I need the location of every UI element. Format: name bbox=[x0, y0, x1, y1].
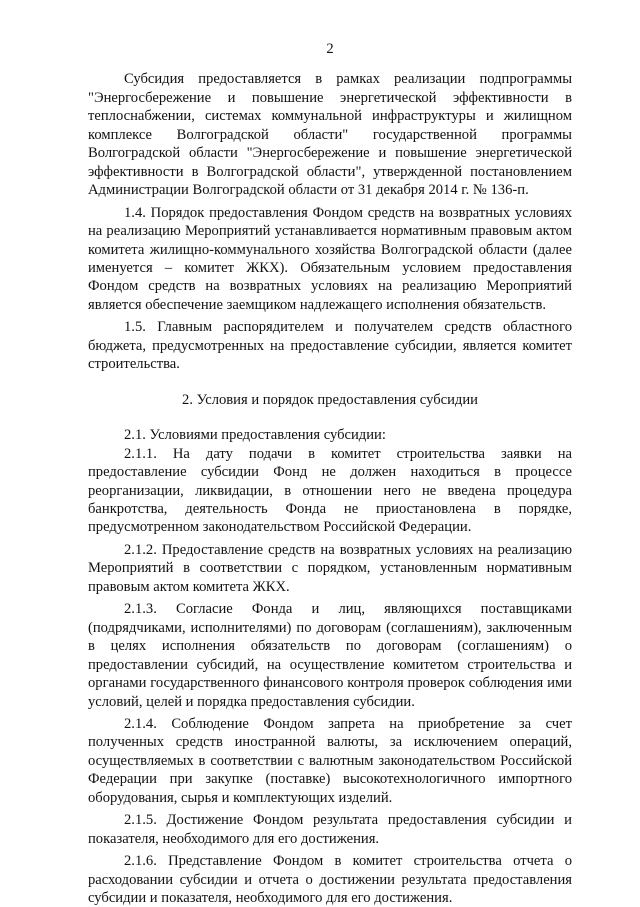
paragraph-2-1-1: 2.1.1. На дату подачи в комитет строительства заявки на предоставление субсидии Фонд не должен находиться в процессе реорганизации, ликвидации, в отношении него не введена процедура банкротства, деятельность Фонда не приостановлена в порядке, предусмотренном законодательством Российской Федерации. bbox=[88, 445, 572, 536]
section-heading: 2. Условия и порядок предоставления субсидии bbox=[182, 391, 478, 408]
page-number: 2 bbox=[326, 41, 334, 57]
paragraph-2-1-3: 2.1.3. Согласие Фонда и лиц, являющихся поставщиками (подрядчиками, исполнителями) по договорам (соглашениям), заключенным в целях исполнения обязательств по договорам (соглашениям) о предоставлении субсидий, на осуществление комитетом строительства и органами государственного финансового контроля проверок соблюдения ими условий, целей и порядка предоставления субсидии. bbox=[88, 601, 572, 710]
paragraph-2-1-4: 2.1.4. Соблюдение Фондом запрета на приобретение за счет полученных средств иностранной валюты, за исключением операций, осуществляемых в соответствии с валютным законодательством Российской Федерации при закупке (поставке) высокотехнологичного импортного оборудования, сырья и комплектующих изделий. bbox=[88, 715, 572, 806]
paragraph-2-1-6: 2.1.6. Представление Фондом в комитет строительства отчета о расходовании субсидии и отчета о достижении результата предоставления субсидии и показателя, необходимого для его достижения. bbox=[88, 853, 572, 907]
paragraph-2-1-2: 2.1.2. Предоставление средств на возвратных условиях на реализацию Мероприятий в соответствии с порядком, установленным нормативным правовым актом комитета ЖКХ. bbox=[88, 541, 572, 595]
paragraph-2-1: 2.1. Условиями предоставления субсидии: bbox=[124, 427, 386, 444]
paragraph-2-1-5: 2.1.5. Достижение Фондом результата предоставления субсидии и показателя, необходимого для его достижения. bbox=[88, 812, 572, 847]
document-page bbox=[88, 40, 572, 907]
paragraph-1-5: 1.5. Главным распорядителем и получателем средств областного бюджета, предусмотренных на предоставление субсидии, является комитет строительства. bbox=[88, 319, 572, 373]
paragraph-subprogram: Субсидия предоставляется в рамках реализации подпрограммы "Энергосбережение и повышение энергетической эффективности в теплоснабжении, системах коммунальной инфраструктуры и жилищном комплексе Волгоградской области" государственной программы Волгоградской области "Энергосбережение и повышение энергетической эффективности в Волгоградской области", утвержденной постановлением Администрации Волгоградской области от 31 декабря 2014 г. № 136-п. bbox=[88, 71, 572, 199]
paragraph-1-4: 1.4. Порядок предоставления Фондом средств на возвратных условиях на реализацию Мероприятий устанавливается нормативным правовым актом комитета жилищно-коммунального хозяйства Волгоградской области (далее именуется – комитет ЖКХ). Обязательным условием предоставления Фондом средств на возвратных условиях на реализацию Мероприятий является обеспечение заемщиком надлежащего исполнения обязательств. bbox=[88, 204, 572, 313]
